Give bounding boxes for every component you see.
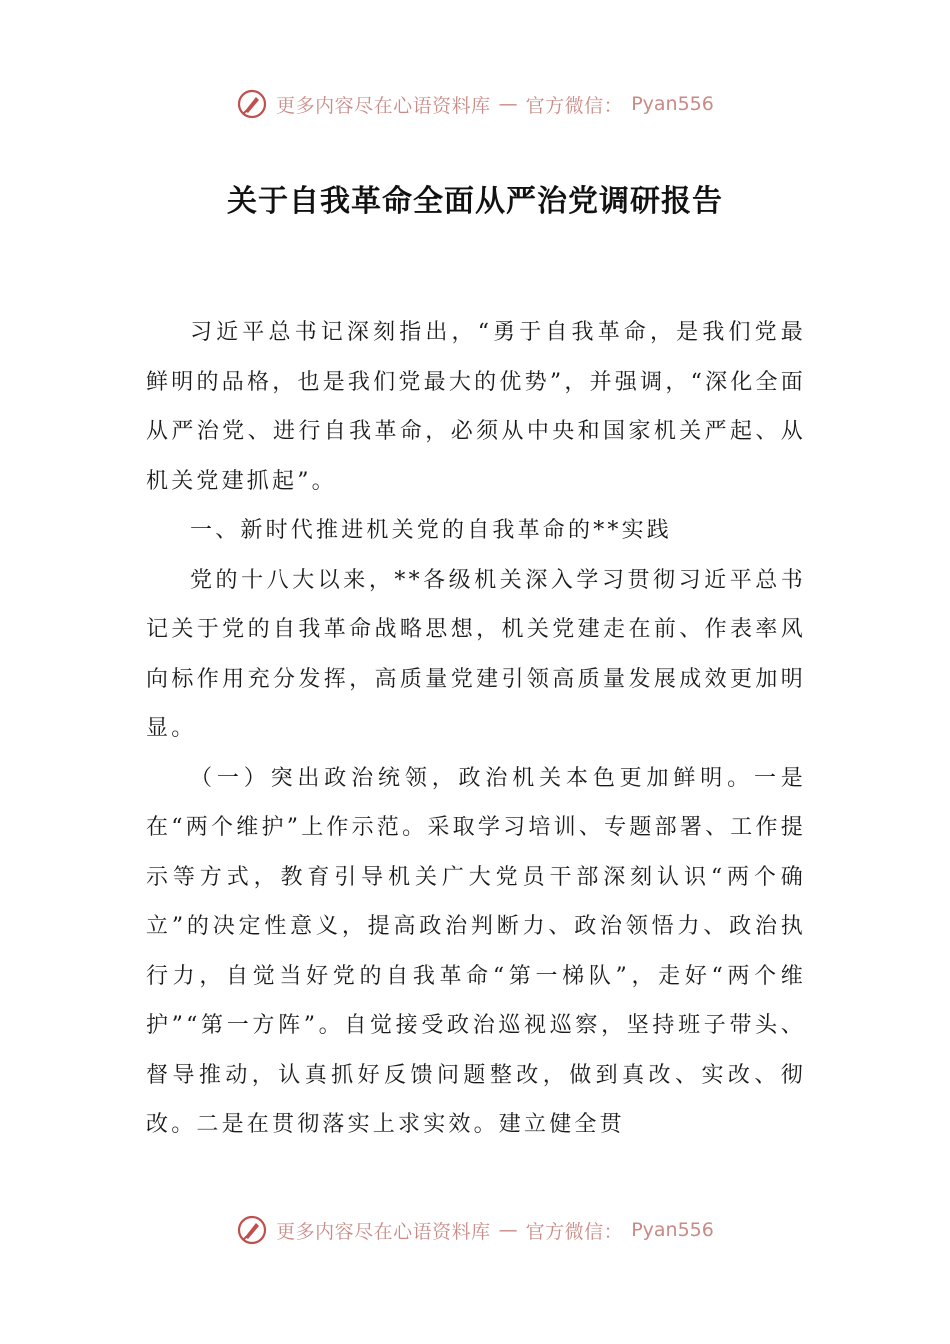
- paragraph-subsection-1: （一）突出政治统领，政治机关本色更加鲜明。一是在“两个维护”上作示范。采取学习培训、专题部署、工作提示等方式，教育引导机关广大党员干部深刻认识“两个确立”的决定性意义，提高政治判断力、政治领悟力、政治执行力，自觉当好党的自我革命“第一梯队”，走好“两个维护”“第一方阵”。自觉接受政治巡视巡察，坚持班子带头、督导推动，认真抓好反馈问题整改，做到真改、实改、彻改。二是在贯彻落实上求实效。建立健全贯: [146, 765, 806, 1137]
- watermark-wechat-id: Pyan556: [631, 1219, 714, 1241]
- paragraph-intro: 习近平总书记深刻指出，“勇于自我革命，是我们党最鲜明的品格，也是我们党最大的优势”，并强调，“深化全面从严治党、进行自我革命，必须从中央和国家机关严起、从机关党建抓起”。: [146, 320, 806, 494]
- watermark-separator: —: [498, 1219, 518, 1241]
- pen-logo-icon: [236, 1214, 268, 1246]
- pen-logo-icon: [236, 88, 268, 120]
- watermark-main-text: 更多内容尽在心语资料库: [276, 94, 491, 117]
- watermark-wechat-id: Pyan556: [631, 93, 714, 115]
- section-heading-1: 一、新时代推进机关党的自我革命的**实践: [190, 518, 673, 543]
- watermark-separator: —: [498, 93, 518, 115]
- watermark-main-text: 更多内容尽在心语资料库: [276, 1220, 491, 1243]
- document-title: 关于自我革命全面从严治党调研报告: [227, 184, 723, 219]
- footer-watermark: [0, 1210, 950, 1250]
- watermark-label: 官方微信：: [525, 1220, 624, 1243]
- watermark-label: 官方微信：: [525, 94, 624, 117]
- header-watermark: [0, 84, 950, 124]
- paragraph-overview: 党的十八大以来，**各级机关深入学习贯彻习近平总书记关于党的自我革命战略思想，机关党建走在前、作表率风向标作用充分发挥，高质量党建引领高质量发展成效更加明显。: [146, 567, 806, 741]
- document-body: [146, 308, 806, 1150]
